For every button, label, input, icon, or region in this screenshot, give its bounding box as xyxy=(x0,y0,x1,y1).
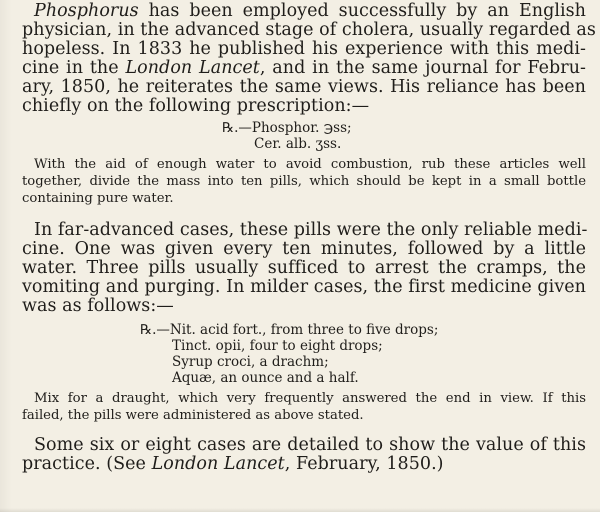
text-line: cine in the London Lancet, and in the same journal for Febru- xyxy=(22,58,587,78)
text-line: hopeless. In 1833 he published his experience with this medi- xyxy=(22,39,586,59)
text-line: failed, the pills were administered as above stated. xyxy=(22,408,364,423)
prescription-line: ℞.—Nit. acid fort., from three to five drops; xyxy=(140,322,439,338)
note-pill-instructions xyxy=(22,156,586,207)
text-line: Mix for a draught, which very frequently answered the end in view. If this xyxy=(34,391,586,406)
note-draught-instructions xyxy=(22,390,586,424)
text-line: vomiting and purging. In milder cases, the first medicine given xyxy=(22,277,586,297)
prescription-line: Cer. alb. ʒss. xyxy=(254,136,342,152)
paragraph-advanced-cases xyxy=(22,221,586,316)
italic-journal-title: London Lancet xyxy=(125,58,260,78)
text-line: ary, 1850, he reiterates the same views. His reliance has been xyxy=(22,77,586,97)
text-line: together, divide the mass into ten pills, which should be kept in a small bottle xyxy=(22,174,586,189)
text-line: was as follows:— xyxy=(22,296,174,316)
italic-journal-title: London Lancet xyxy=(151,454,285,474)
prescription-line: Syrup croci, a drachm; xyxy=(172,354,329,370)
paragraph-cases-detailed xyxy=(22,436,586,474)
prescription-draught xyxy=(22,322,586,386)
text-line: containing pure water. xyxy=(22,191,174,206)
prescription-phosphorus xyxy=(22,120,586,152)
text-line: chiefly on the following prescription:— xyxy=(22,96,370,116)
italic-term: Phosphorus xyxy=(34,1,139,21)
page-edge-shadow xyxy=(0,508,600,512)
prescription-line: Aquæ, an ounce and a half. xyxy=(172,370,359,386)
text-line: cine. One was given every ten minutes, followed by a little xyxy=(22,239,586,259)
prescription-line: ℞.—Phosphor. ℈ss; xyxy=(222,120,352,136)
text-line: Phosphorus has been employed successfully by an English xyxy=(34,1,586,21)
paragraph-phosphorus xyxy=(22,1,596,116)
prescription-line: Tinct. opii, four to eight drops; xyxy=(172,338,383,354)
text-line: With the aid of enough water to avoid combustion, rub these articles well xyxy=(34,157,586,172)
text-line: In far-advanced cases, these pills were the only reliable medi- xyxy=(34,220,588,240)
text-line: physician, in the advanced stage of cholera, usually regarded as xyxy=(22,20,596,40)
text-line: water. Three pills usually sufficed to arrest the cramps, the xyxy=(22,258,586,278)
text-line: practice. (See London Lancet, February, 1850.) xyxy=(22,454,444,474)
text-line: Some six or eight cases are detailed to show the value of this xyxy=(34,435,586,455)
